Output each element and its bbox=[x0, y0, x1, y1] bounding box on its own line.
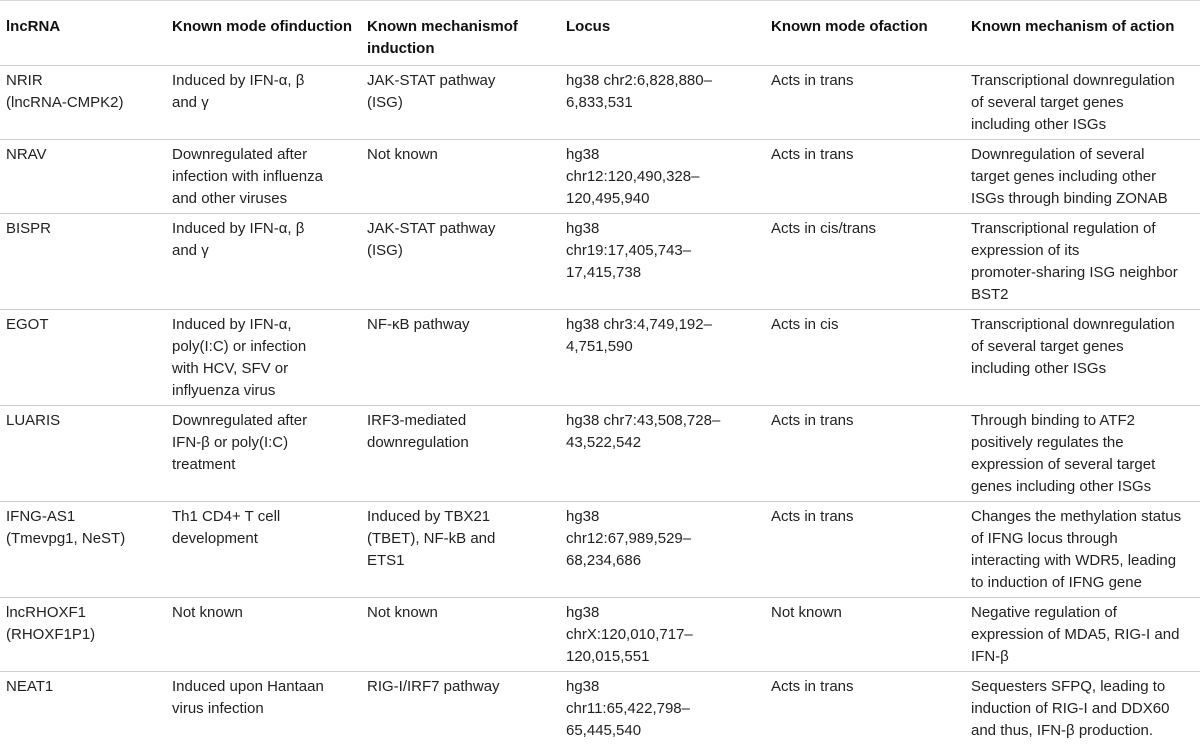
cell-mode-of-induction bbox=[166, 214, 361, 310]
cell-text: LUARIS bbox=[6, 410, 158, 432]
cell-mechanism-of-action bbox=[965, 672, 1200, 745]
cell-lncrna bbox=[0, 214, 166, 310]
cell-mechanism-of-induction bbox=[361, 598, 560, 672]
cell-text: JAK-STAT pathway bbox=[367, 70, 552, 92]
cell-text: Transcriptional downregulation bbox=[971, 70, 1192, 92]
header-text: of induction bbox=[367, 18, 518, 57]
header-locus bbox=[560, 1, 765, 66]
cell-text: induction of RIG-I and DDX60 bbox=[971, 698, 1192, 720]
header-mechanism-of-action bbox=[965, 1, 1200, 66]
header-lncrna bbox=[0, 1, 166, 66]
cell-text: Acts in trans bbox=[771, 410, 957, 432]
cell-locus bbox=[560, 214, 765, 310]
table-row bbox=[0, 66, 1200, 140]
cell-text: (ISG) bbox=[367, 92, 552, 114]
cell-lncrna bbox=[0, 66, 166, 140]
cell-text: Induced by IFN-α, β bbox=[172, 70, 353, 92]
cell-text: development bbox=[172, 528, 353, 550]
cell-locus bbox=[560, 66, 765, 140]
cell-text: of several target genes bbox=[971, 92, 1192, 114]
cell-text: ETS1 bbox=[367, 550, 552, 572]
cell-text: NRAV bbox=[6, 144, 158, 166]
cell-text: chr11:65,422,798– bbox=[566, 698, 757, 720]
cell-mode-of-action bbox=[765, 140, 965, 214]
cell-mechanism-of-action bbox=[965, 66, 1200, 140]
cell-text: with HCV, SFV or bbox=[172, 358, 353, 380]
cell-text: IFNG-AS1 bbox=[6, 506, 158, 528]
cell-text: ISGs through binding ZONAB bbox=[971, 188, 1192, 210]
cell-locus bbox=[560, 140, 765, 214]
cell-text: virus infection bbox=[172, 698, 353, 720]
table-row bbox=[0, 598, 1200, 672]
cell-mode-of-action bbox=[765, 406, 965, 502]
table-body bbox=[0, 66, 1200, 745]
cell-text: hg38 bbox=[566, 144, 757, 166]
cell-lncrna bbox=[0, 672, 166, 745]
cell-text: 65,445,540 bbox=[566, 720, 757, 742]
cell-locus bbox=[560, 598, 765, 672]
cell-text: Not known bbox=[172, 602, 353, 624]
cell-lncrna bbox=[0, 598, 166, 672]
cell-lncrna bbox=[0, 140, 166, 214]
cell-text: Acts in trans bbox=[771, 144, 957, 166]
cell-text: hg38 chr7:43,508,728– bbox=[566, 410, 757, 432]
cell-text: Downregulation of several bbox=[971, 144, 1192, 166]
cell-text: of several target genes bbox=[971, 336, 1192, 358]
cell-text: (TBET), NF-kB and bbox=[367, 528, 552, 550]
cell-text: positively regulates the bbox=[971, 432, 1192, 454]
cell-text: expression of MDA5, RIG-I and bbox=[971, 624, 1192, 646]
cell-text: poly(I:C) or infection bbox=[172, 336, 353, 358]
cell-text: Induced by TBX21 bbox=[367, 506, 552, 528]
cell-mechanism-of-action bbox=[965, 310, 1200, 406]
cell-text: 17,415,738 bbox=[566, 262, 757, 284]
cell-text: including other ISGs bbox=[971, 114, 1192, 136]
cell-text: expression of several target bbox=[971, 454, 1192, 476]
cell-text: Not known bbox=[771, 602, 957, 624]
cell-text: 120,495,940 bbox=[566, 188, 757, 210]
cell-text: Sequesters SFPQ, leading to bbox=[971, 676, 1192, 698]
cell-locus bbox=[560, 406, 765, 502]
cell-text: (Tmevpg1, NeST) bbox=[6, 528, 158, 550]
cell-text: hg38 bbox=[566, 506, 757, 528]
cell-mode-of-action bbox=[765, 66, 965, 140]
cell-text: including other ISGs bbox=[971, 358, 1192, 380]
cell-mechanism-of-action bbox=[965, 598, 1200, 672]
cell-mode-of-action bbox=[765, 214, 965, 310]
cell-text: to induction of IFNG gene bbox=[971, 572, 1192, 594]
cell-text: hg38 chr3:4,749,192– bbox=[566, 314, 757, 336]
cell-mode-of-induction bbox=[166, 598, 361, 672]
cell-text: promoter-sharing ISG neighbor bbox=[971, 262, 1192, 284]
table-header bbox=[0, 1, 1200, 66]
cell-text: interacting with WDR5, leading bbox=[971, 550, 1192, 572]
header-row bbox=[0, 1, 1200, 66]
header-text: action bbox=[884, 18, 928, 35]
cell-text: Induced by IFN-α, bbox=[172, 314, 353, 336]
cell-text: lncRHOXF1 bbox=[6, 602, 158, 624]
cell-mechanism-of-induction bbox=[361, 502, 560, 598]
cell-mode-of-action bbox=[765, 310, 965, 406]
cell-text: and γ bbox=[172, 92, 353, 114]
cell-mode-of-induction bbox=[166, 66, 361, 140]
cell-text: genes including other ISGs bbox=[971, 476, 1192, 498]
cell-text: EGOT bbox=[6, 314, 158, 336]
cell-lncrna bbox=[0, 310, 166, 406]
cell-text: Not known bbox=[367, 144, 552, 166]
header-text: Known mode of bbox=[771, 18, 884, 35]
cell-text: 4,751,590 bbox=[566, 336, 757, 358]
cell-text: chr19:17,405,743– bbox=[566, 240, 757, 262]
cell-text: Acts in trans bbox=[771, 676, 957, 698]
cell-text: Not known bbox=[367, 602, 552, 624]
cell-locus bbox=[560, 502, 765, 598]
table-row bbox=[0, 310, 1200, 406]
cell-text: Acts in cis/trans bbox=[771, 218, 957, 240]
header-text: induction bbox=[285, 18, 353, 35]
cell-mechanism-of-action bbox=[965, 406, 1200, 502]
header-text: lncRNA bbox=[6, 18, 60, 35]
cell-text: hg38 bbox=[566, 602, 757, 624]
cell-text: expression of its bbox=[971, 240, 1192, 262]
cell-text: 120,015,551 bbox=[566, 646, 757, 668]
header-text: Known mode of bbox=[172, 18, 285, 35]
cell-text: NF-κB pathway bbox=[367, 314, 552, 336]
cell-mode-of-induction bbox=[166, 502, 361, 598]
cell-lncrna bbox=[0, 502, 166, 598]
cell-mode-of-action bbox=[765, 502, 965, 598]
cell-mode-of-induction bbox=[166, 140, 361, 214]
cell-locus bbox=[560, 672, 765, 745]
cell-text: NRIR bbox=[6, 70, 158, 92]
cell-mechanism-of-action bbox=[965, 214, 1200, 310]
cell-text: hg38 chr2:6,828,880– bbox=[566, 70, 757, 92]
cell-mechanism-of-induction bbox=[361, 672, 560, 745]
cell-text: Transcriptional downregulation bbox=[971, 314, 1192, 336]
cell-text: 6,833,531 bbox=[566, 92, 757, 114]
cell-text: and thus, IFN-β production. bbox=[971, 720, 1192, 742]
cell-mode-of-induction bbox=[166, 672, 361, 745]
cell-text: Induced by IFN-α, β bbox=[172, 218, 353, 240]
cell-text: of IFNG locus through bbox=[971, 528, 1192, 550]
cell-mechanism-of-induction bbox=[361, 310, 560, 406]
cell-text: Negative regulation of bbox=[971, 602, 1192, 624]
cell-mode-of-induction bbox=[166, 406, 361, 502]
cell-text: IFN-β or poly(I:C) bbox=[172, 432, 353, 454]
header-text: Known mechanism bbox=[367, 18, 504, 35]
cell-text: and γ bbox=[172, 240, 353, 262]
cell-text: treatment bbox=[172, 454, 353, 476]
cell-text: inflyuenza virus bbox=[172, 380, 353, 402]
table-row bbox=[0, 214, 1200, 310]
cell-text: Acts in cis bbox=[771, 314, 957, 336]
cell-mode-of-induction bbox=[166, 310, 361, 406]
cell-mechanism-of-induction bbox=[361, 66, 560, 140]
cell-text: Acts in trans bbox=[771, 70, 957, 92]
cell-text: downregulation bbox=[367, 432, 552, 454]
cell-text: Downregulated after bbox=[172, 410, 353, 432]
cell-text: Transcriptional regulation of bbox=[971, 218, 1192, 240]
cell-text: Acts in trans bbox=[771, 506, 957, 528]
cell-text: and other viruses bbox=[172, 188, 353, 210]
cell-text: hg38 bbox=[566, 218, 757, 240]
cell-mechanism-of-action bbox=[965, 502, 1200, 598]
cell-mode-of-action bbox=[765, 598, 965, 672]
cell-mechanism-of-action bbox=[965, 140, 1200, 214]
cell-text: BISPR bbox=[6, 218, 158, 240]
cell-mechanism-of-induction bbox=[361, 140, 560, 214]
cell-text: IFN-β bbox=[971, 646, 1192, 668]
cell-text: Through binding to ATF2 bbox=[971, 410, 1192, 432]
header-text: Known mechanism of action bbox=[971, 18, 1174, 35]
cell-text: IRF3-mediated bbox=[367, 410, 552, 432]
cell-text: BST2 bbox=[971, 284, 1192, 306]
cell-text: Induced upon Hantaan bbox=[172, 676, 353, 698]
cell-text: 43,522,542 bbox=[566, 432, 757, 454]
cell-text: target genes including other bbox=[971, 166, 1192, 188]
header-mode-of-action bbox=[765, 1, 965, 66]
cell-text: Downregulated after bbox=[172, 144, 353, 166]
table-row bbox=[0, 672, 1200, 745]
cell-lncrna bbox=[0, 406, 166, 502]
cell-text: infection with influenza bbox=[172, 166, 353, 188]
cell-mechanism-of-induction bbox=[361, 406, 560, 502]
cell-locus bbox=[560, 310, 765, 406]
cell-text: hg38 bbox=[566, 676, 757, 698]
cell-text: (lncRNA-CMPK2) bbox=[6, 92, 158, 114]
cell-text: JAK-STAT pathway bbox=[367, 218, 552, 240]
cell-text: chrX:120,010,717– bbox=[566, 624, 757, 646]
header-mechanism-of-induction bbox=[361, 1, 560, 66]
cell-text: Th1 CD4+ T cell bbox=[172, 506, 353, 528]
cell-text: RIG-I/IRF7 pathway bbox=[367, 676, 552, 698]
header-text: Locus bbox=[566, 18, 610, 35]
table-row bbox=[0, 502, 1200, 598]
cell-mechanism-of-induction bbox=[361, 214, 560, 310]
cell-text: chr12:67,989,529– bbox=[566, 528, 757, 550]
table-row bbox=[0, 406, 1200, 502]
cell-text: (ISG) bbox=[367, 240, 552, 262]
table-row bbox=[0, 140, 1200, 214]
cell-text: NEAT1 bbox=[6, 676, 158, 698]
cell-text: chr12:120,490,328– bbox=[566, 166, 757, 188]
header-mode-of-induction bbox=[166, 1, 361, 66]
cell-text: (RHOXF1P1) bbox=[6, 624, 158, 646]
cell-mode-of-action bbox=[765, 672, 965, 745]
cell-text: Changes the methylation status bbox=[971, 506, 1192, 528]
cell-text: 68,234,686 bbox=[566, 550, 757, 572]
